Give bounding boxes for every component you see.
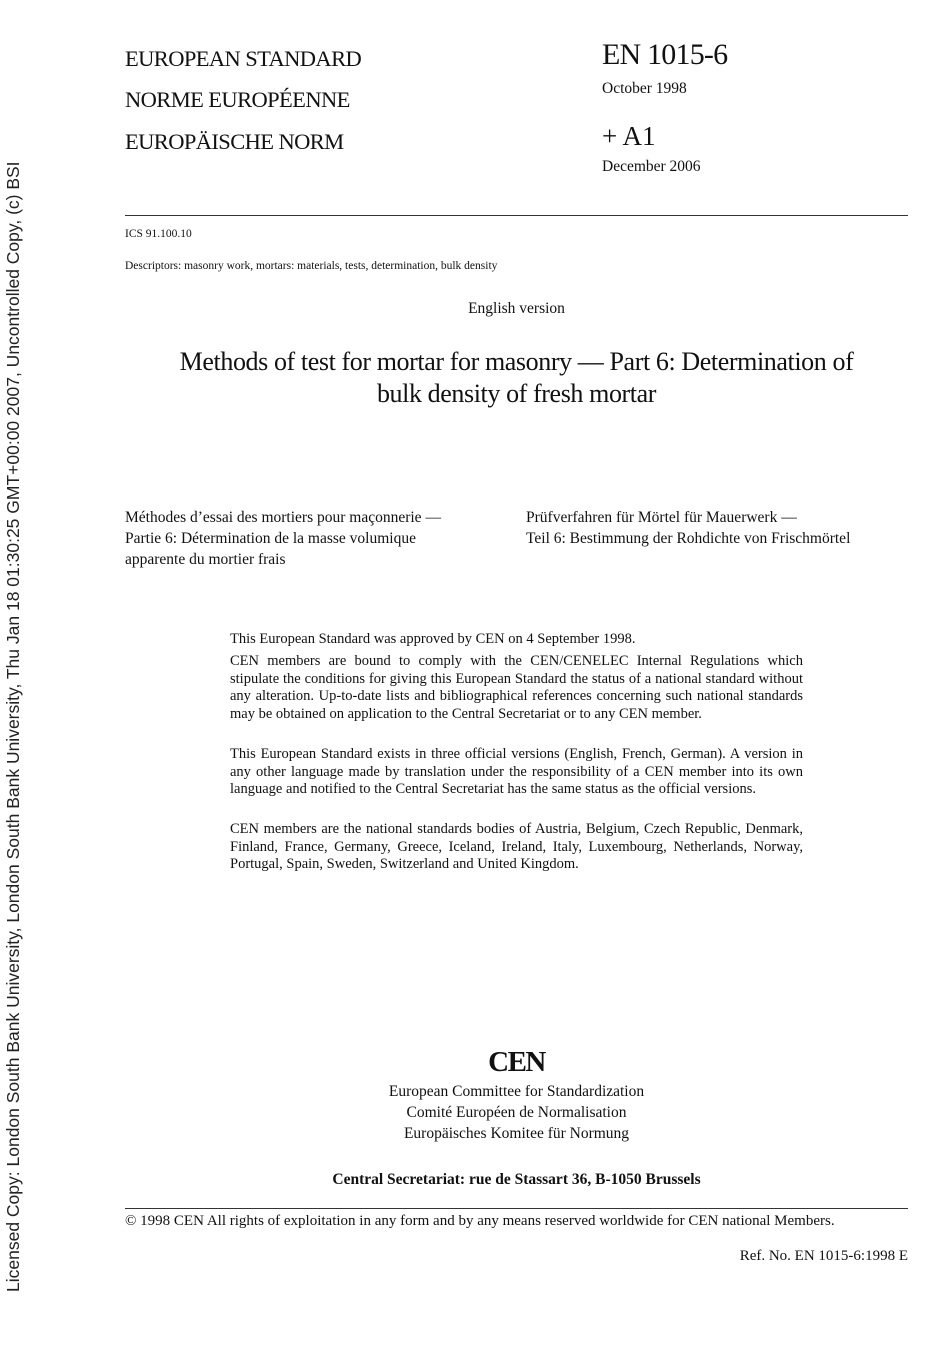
version-label: English version	[468, 300, 565, 317]
amendment-date: December 2006	[602, 158, 701, 175]
title-line-2: bulk density of fresh mortar	[376, 379, 657, 408]
footer-divider	[125, 1208, 908, 1209]
standard-number: EN 1015-6	[602, 38, 728, 71]
german-title-line: Prüfverfahren für Mörtel für Mauerwerk —	[526, 509, 797, 526]
compliance-paragraph: CEN members are bound to comply with the CEN/CENELEC Internal Regulations which stipulate the conditions for giving this European Standard the status of a national standard without any alteration. Up-to-date lists and bibliographical references concerning such national standards may be obtained on application to the Central Secretariat or to any CEN member.	[230, 653, 803, 722]
german-title-line: Teil 6: Bestimmung der Rohdichte von Frischmörtel	[526, 530, 851, 547]
central-secretariat: Central Secretariat: rue de Stassart 36, B-1050 Brussels	[332, 1171, 701, 1188]
amendment-label: + A1	[602, 121, 656, 151]
ics-code: ICS 91.100.10	[125, 228, 192, 240]
title-line-1: Methods of test for mortar for masonry — Part 6: Determination of	[179, 347, 854, 376]
french-title-line: Partie 6: Détermination de la masse volumique	[125, 530, 416, 547]
members-paragraph: CEN members are the national standards bodies of Austria, Belgium, Czech Republic, Denmark, Finland, France, Germany, Greece, Iceland, Ireland, Italy, Luxembourg, Netherlands, Norway, Portugal, Spain, Sweden, Switzerland and United Kingdom.	[230, 821, 803, 873]
header-divider	[125, 215, 908, 216]
copyright-notice: © 1998 CEN All rights of exploitation in any form and by any means reserved worldwide for CEN national Members.	[125, 1213, 835, 1229]
standard-name-german: EUROPÄISCHE NORM	[125, 129, 344, 154]
approval-paragraph: This European Standard was approved by CEN on 4 September 1998.	[230, 631, 636, 647]
standard-name-french: NORME EUROPÉENNE	[125, 87, 350, 112]
versions-paragraph: This European Standard exists in three official versions (English, French, German). A version in any other language made by translation under the responsibility of a CEN member into its own language and notified to the Central Secretariat has the same status as the official versions.	[230, 746, 803, 798]
license-watermark: Licensed Copy: London South Bank University, London South Bank University, Thu Jan 18 01:30:25 GMT+00:00 2007, Uncontrolled Copy, (c) BSI	[3, 161, 23, 1292]
cen-logo: CEN	[488, 1046, 545, 1078]
standard-name-english: EUROPEAN STANDARD	[125, 46, 362, 71]
standard-date: October 1998	[602, 80, 687, 97]
committee-name-french: Comité Européen de Normalisation	[406, 1104, 627, 1121]
french-title-line: Méthodes d’essai des mortiers pour maçonnerie —	[125, 509, 441, 526]
german-title	[526, 507, 850, 549]
reference-number: Ref. No. EN 1015-6:1998 E	[739, 1248, 908, 1264]
committee-name-german: Europäisches Komitee für Normung	[403, 1125, 630, 1142]
committee-name-english: European Committee for Standardization	[388, 1083, 645, 1100]
descriptors: Descriptors: masonry work, mortars: materials, tests, determination, bulk density	[125, 260, 498, 272]
document-title	[125, 346, 908, 410]
french-title-line: apparente du mortier frais	[125, 551, 286, 568]
french-title	[125, 507, 441, 570]
